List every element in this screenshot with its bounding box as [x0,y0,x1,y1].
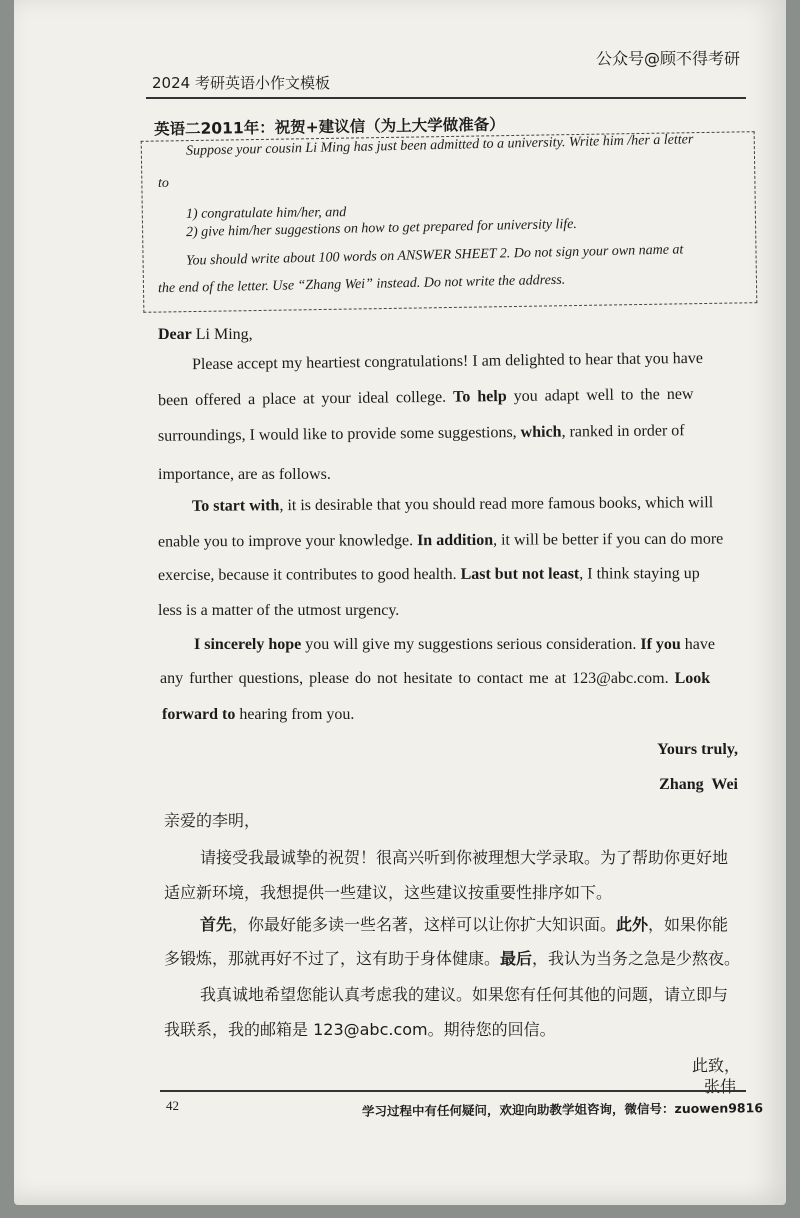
prompt-line: the end of the letter. Use “Zhang Wei” instead. Do not write the address. [157,272,566,297]
letter-line: importance, are as follows. [158,466,331,483]
prompt-line: Suppose your cousin Li Ming has just been admitted to a university. Write him /her a letter [185,132,694,159]
letter-line: To start with, it is desirable that you should read more famous books, which will [191,494,714,515]
letter-line: enable you to improve your knowledge. In addition, it will be better if you can do more [157,530,724,551]
letter-line: I sincerely hope you will give my suggestions serious consideration. If you have [194,636,715,653]
letter-line: less is a matter of the utmost urgency. [158,602,400,619]
header-divider [146,97,746,99]
translation-salutation: 亲爱的李明， [164,811,261,830]
prompt-line: You should write about 100 words on ANSWER SHEET 2. Do not sign your own name at [185,242,684,269]
translation-line: 多锻炼，那就再好不过了，这有助于身体健康。最后，我认为当务之急是少熬夜。 [164,949,741,968]
letter-closing: Yours truly, [657,741,738,758]
page-number: 42 [166,1098,179,1113]
letter-line: any further questions, please do not hesitate to contact me at 123@abc.com. Look [160,670,711,687]
prompt-line: 2) give him/her suggestions on how to get prepared for university life. [185,216,578,241]
translation-line: 我真诚地希望您能认真考虑我的建议。如果您有任何其他的问题，请立即与 [200,985,729,1004]
letter-line: Please accept my heartiest congratulations! I am delighted to hear that you have [191,349,704,374]
prompt-line: to [158,176,169,191]
translation-line: 适应新环境，我想提供一些建议，这些建议按重要性排序如下。 [164,883,613,902]
prompt-line: 1) congratulate him/her, and [185,205,347,222]
letter-line: surroundings, I would like to provide some suggestions, which, ranked in order of [157,422,685,445]
letter-line: exercise, because it contributes to good health. Last but not least, I think staying up [157,565,700,584]
letter-line: been offered a place at your ideal college. To help you adapt well to the new [157,385,694,410]
translation-line: 我联系，我的邮箱是 123@abc.com。期待您的回信。 [164,1020,556,1039]
footer-divider [160,1090,746,1092]
translation-line: 首先，你最好能多读一些名著，这样可以让你扩大知识面。此外，如果你能 [200,915,729,934]
footer-contact-note: 学习过程中有任何疑问，欢迎向助教学姐咨询，微信号：zuowen9816 [361,1100,764,1119]
document-page [14,0,786,1205]
letter-salutation: Dear Li Ming, [158,326,253,343]
translation-closing: 此致， [691,1056,740,1075]
prompt-title: 英语二2011年：祝贺+建议信（为上大学做准备） [153,115,505,139]
letter-signature: Zhang Wei [659,776,738,793]
letter-line: forward to hearing from you. [162,706,355,723]
translation-line: 请接受我最诚挚的祝贺！很高兴听到你被理想大学录取。为了帮助你更好地 [200,848,729,867]
header-account-name: 公众号@顾不得考研 [595,49,740,68]
translation-signature: 张伟 [703,1077,736,1096]
header-book-title: 2024 考研英语小作文模板 [152,74,330,92]
